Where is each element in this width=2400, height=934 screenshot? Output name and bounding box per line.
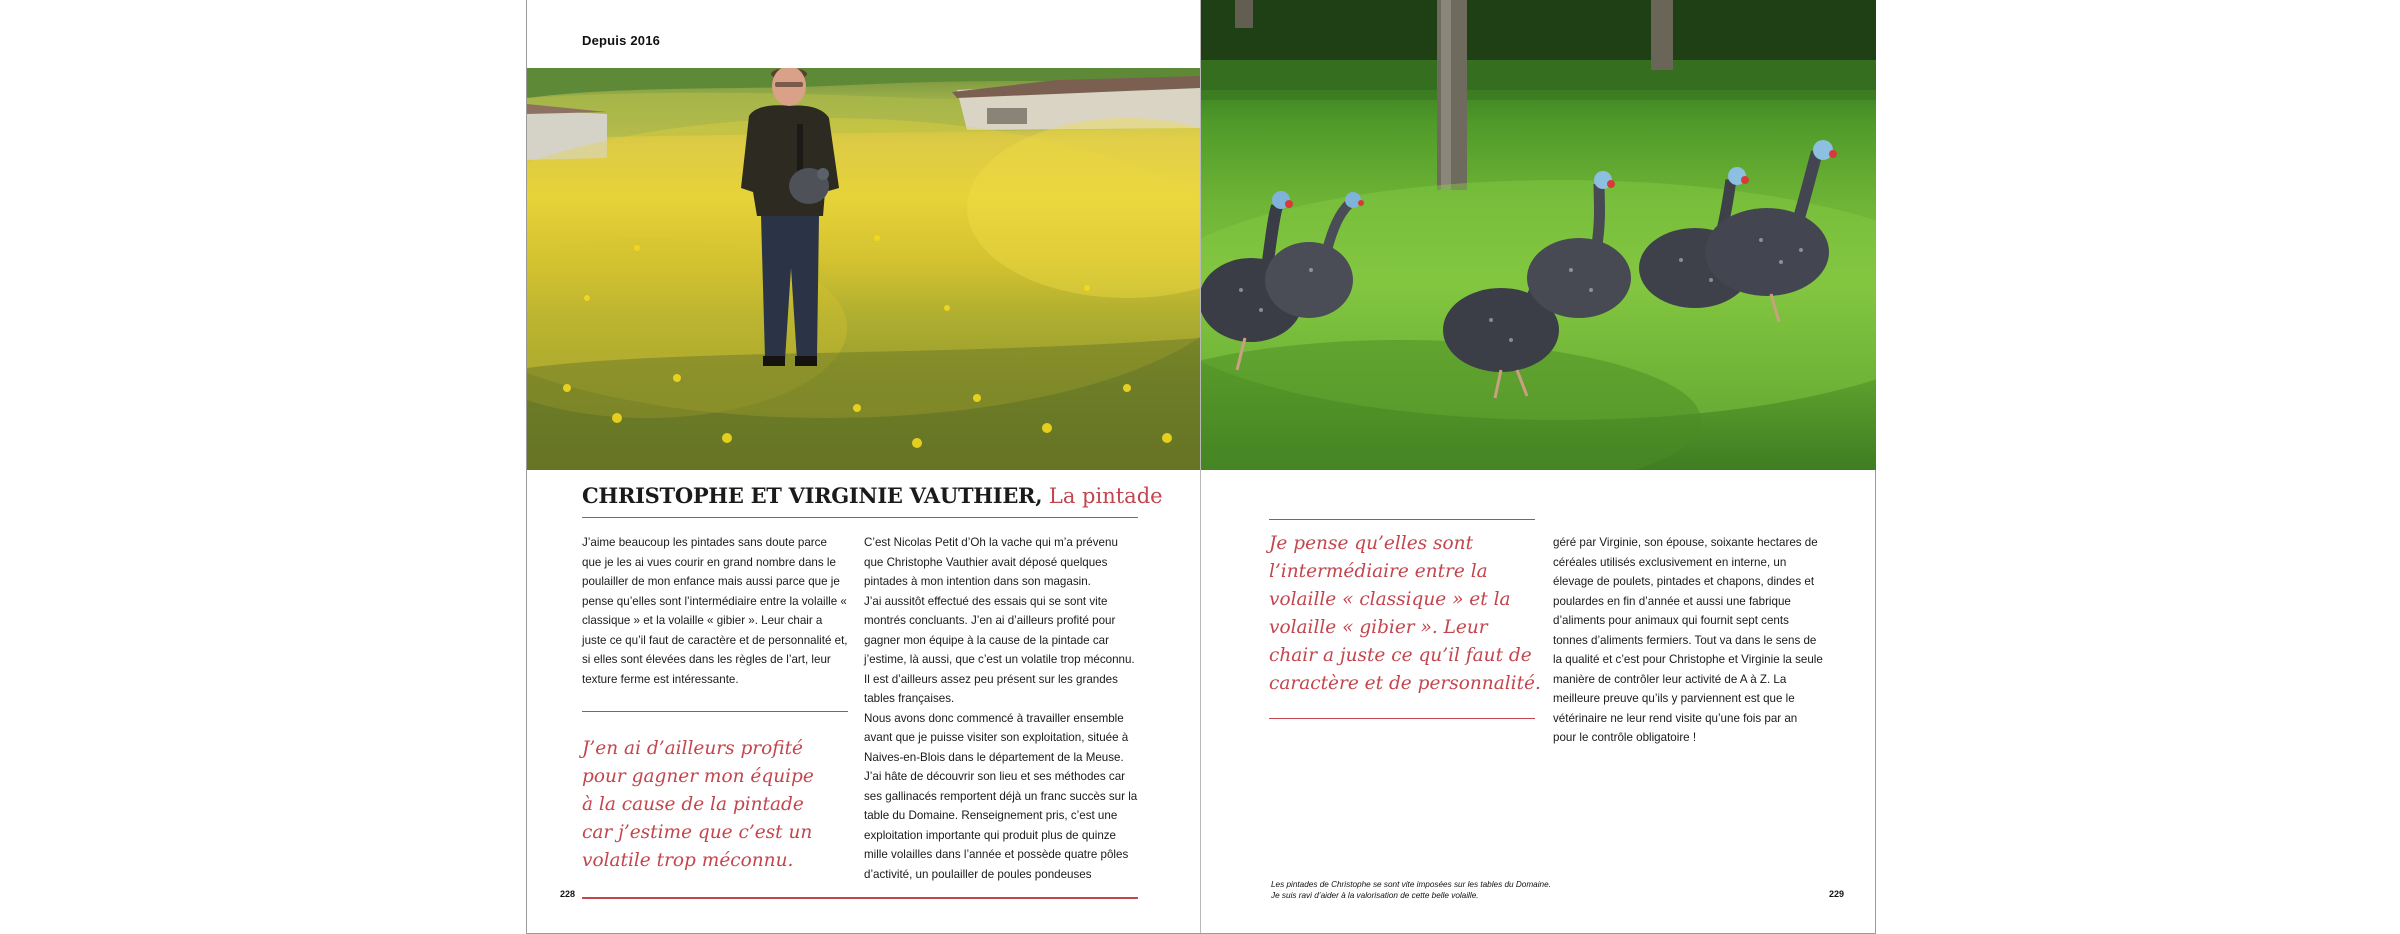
left-page bbox=[527, 0, 1200, 933]
section-label: Depuis 2016 bbox=[582, 33, 661, 48]
continued-column bbox=[1553, 533, 1823, 748]
quote-rule-bottom bbox=[1269, 718, 1535, 719]
quote-top-rule bbox=[582, 711, 848, 712]
right-page bbox=[1200, 0, 1876, 933]
title-rule bbox=[582, 517, 1138, 518]
guinea-fowl-photo bbox=[1201, 0, 1876, 470]
story-paragraph-2: J’ai aussitôt effectué des essais qui se sont vite montrés concluants. J’en ai d’ailleurs profité pour gagner mon équipe à la cause de la pintade car j’estime, là aussi, que c’est un volatile trop méconnu. Il est d’ailleurs assez peu présent sur les grandes tables françaises. bbox=[864, 594, 1135, 705]
quote-rule-top bbox=[1269, 519, 1535, 520]
article-title bbox=[582, 483, 1163, 508]
farmer-field-illustration bbox=[527, 68, 1200, 470]
photo-caption: Les pintades de Christophe se sont vite imposées sur les tables du Domaine. Je suis ravi d’aider à la valorisation de cette belle volaille. bbox=[1271, 880, 1551, 900]
story-paragraph-3: Nous avons donc commencé à travailler ensemble avant que je puisse visiter son exploitation, située à Naives-en-Blois dans le département de la Meuse. J’ai hâte de découvrir son lieu et ses méthodes car ses gallinacés remportent déjà un franc succès sur la table du Domaine. Renseignement pris, c’est une exploitation importante qui produit plus de quinze mille volailles dans l’année et possède quatre pôles d’activité, un poulailler de poules pondeuses bbox=[864, 711, 1138, 881]
book-spread bbox=[526, 0, 1876, 934]
continued-paragraph: géré par Virginie, son épouse, soixante hectares de céréales utilisés exclusivement en interne, un élevage de poulets, pintades et chapons, dindes et poulardes en fin d’année et aussi une fabrique d’aliments pour animaux qui fournit sept cents tonnes d’aliments fermiers. Tout va dans le sens de la qualité et c’est pour Christophe et Virginie la seule manière de contrôler leur activité de A à Z. La meilleure preuve qu’ils y parviennent est que le vétérinaire ne leur rend visite qu’une fois par an pour le contrôle obligatoire ! bbox=[1553, 536, 1823, 744]
title-subject: La pintade bbox=[1048, 484, 1163, 508]
story-column bbox=[864, 533, 1138, 884]
page-number-right: 229 bbox=[1829, 889, 1845, 899]
intro-paragraph: J’aime beaucoup les pintades sans doute parce que je les ai vues courir en grand nombre dans le poulailler de mon enfance mais aussi parce que je pense qu’elles sont l’intermédiaire entre la volaille « classique » et la volaille « gibier ». Leur chair a juste ce qu’il faut de caractère et de personnalité et, si elles sont élevées dans les règles de l’art, leur texture ferme est intéressante. bbox=[582, 536, 848, 686]
pull-quote-left bbox=[582, 735, 822, 875]
pull-quote-left-text: J’en ai d’ailleurs profité pour gagner mon équipe à la cause de la pintade car j’estime que c’est un volatile trop méconnu. bbox=[582, 738, 814, 871]
story-paragraph-1: C’est Nicolas Petit d’Oh la vache qui m’a prévenu que Christophe Vauthier avait déposé quelques pintades à mon intention dans son magasin. bbox=[864, 536, 1118, 588]
page-number-left: 228 bbox=[560, 889, 576, 899]
title-names: CHRISTOPHE ET VIRGINIE VAUTHIER, bbox=[582, 483, 1043, 508]
pull-quote-right bbox=[1269, 530, 1541, 698]
guinea-fowl-illustration bbox=[1201, 0, 1876, 470]
farmer-photo bbox=[527, 68, 1200, 470]
pull-quote-right-text: Je pense qu’elles sont l’intermédiaire entre la volaille « classique » et la volaille « gibier ». Leur chair a juste ce qu’il faut de caractère et de personnalité. bbox=[1269, 533, 1541, 694]
bottom-rule bbox=[582, 897, 1138, 899]
intro-column bbox=[582, 533, 848, 689]
